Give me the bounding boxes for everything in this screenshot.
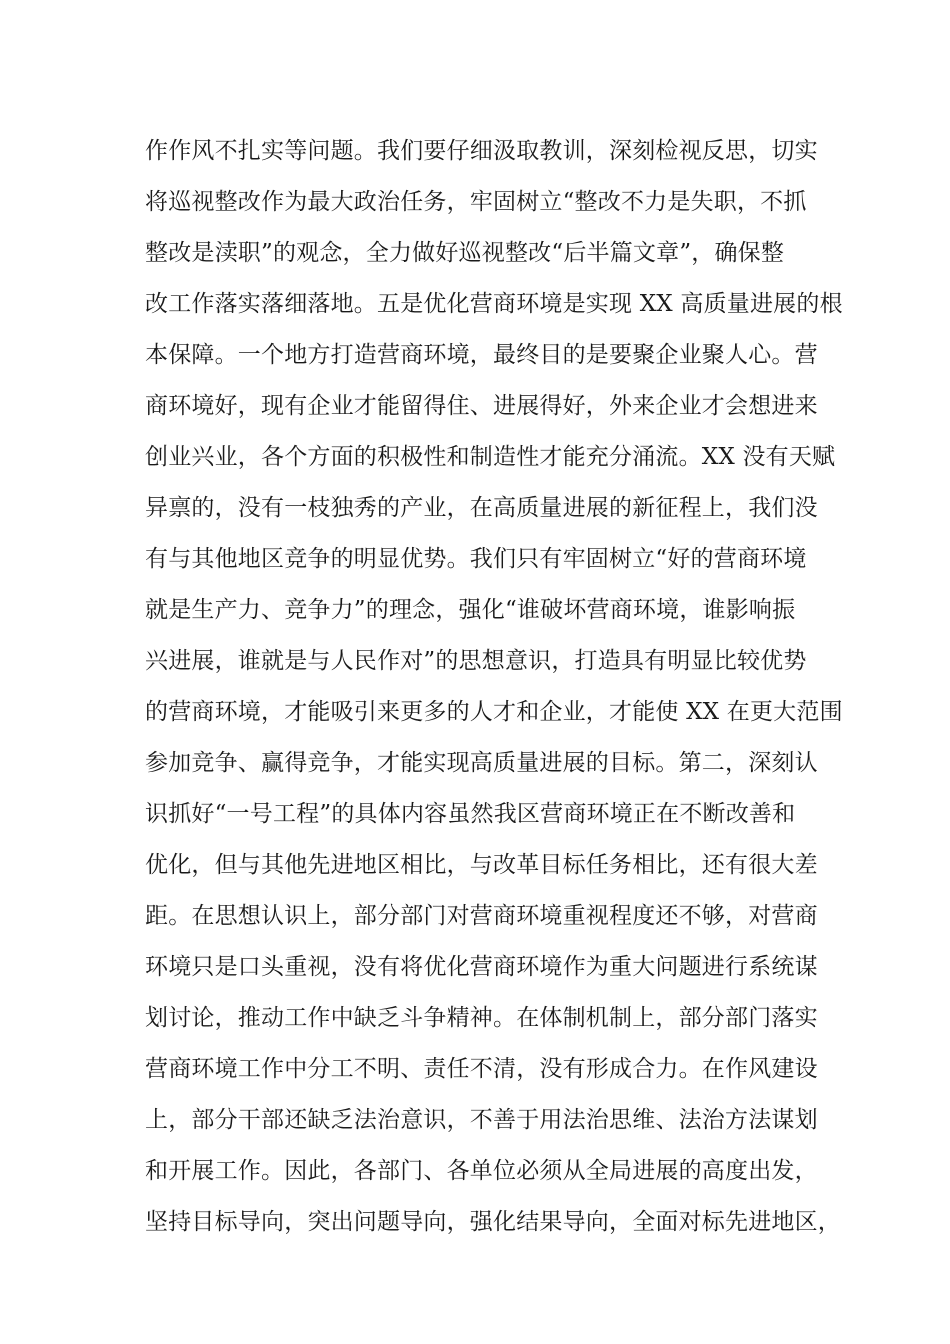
text-line: 划讨论，推动工作中缺乏斗争精神。在体制机制上，部分部门落实 xyxy=(145,1005,818,1031)
text-line: 营商环境工作中分工不明、责任不清，没有形成合力。在作风建设 xyxy=(145,1056,818,1082)
text-line: 和开展工作。因此，各部门、各单位必须从全局进展的高度出发， xyxy=(145,1158,818,1184)
text-line: 将巡视整改作为最大政治任务，牢固树立“整改不力是失职，不抓 xyxy=(145,189,807,215)
body-text xyxy=(145,126,843,1248)
text-line: 创业兴业，各个方面的积极性和制造性才能充分涌流。XX 没有天赋 xyxy=(145,444,836,470)
text-line: 有与其他地区竞争的明显优势。我们只有牢固树立“好的营商环境 xyxy=(145,546,807,572)
text-line: 识抓好“一号工程”的具体内容虽然我区营商环境正在不断改善和 xyxy=(145,801,796,827)
text-line: 兴进展，谁就是与人民作对”的思想意识，打造具有明显比较优势 xyxy=(145,648,807,674)
text-line: 距。在思想认识上，部分部门对营商环境重视程度还不够，对营商 xyxy=(145,903,818,929)
text-line: 坚持目标导向，突出问题导向，强化结果导向，全面对标先进地区， xyxy=(145,1209,841,1235)
text-line: 商环境好，现有企业才能留得住、进展得好，外来企业才会想进来 xyxy=(145,393,818,419)
text-line: 上，部分干部还缺乏法治意识，不善于用法治思维、法治方法谋划 xyxy=(145,1107,818,1133)
text-line: 就是生产力、竞争力”的理念，强化“谁破坏营商环境，谁影响振 xyxy=(145,597,796,623)
text-line: 改工作落实落细落地。五是优化营商环境是实现 XX 高质量进展的根 xyxy=(145,291,843,317)
text-line: 参加竞争、赢得竞争，才能实现高质量进展的目标。第二，深刻认 xyxy=(145,750,818,776)
text-line: 本保障。一个地方打造营商环境，最终目的是要聚企业聚人心。营 xyxy=(145,342,818,368)
text-line: 作作风不扎实等问题。我们要仔细汲取教训，深刻检视反思，切实 xyxy=(145,138,818,164)
text-line: 优化，但与其他先进地区相比，与改革目标任务相比，还有很大差 xyxy=(145,852,818,878)
text-line: 环境只是口头重视，没有将优化营商环境作为重大问题进行系统谋 xyxy=(145,954,818,980)
text-line: 整改是渎职”的观念，全力做好巡视整改“后半篇文章”，确保整 xyxy=(145,240,785,266)
text-line: 异禀的，没有一枝独秀的产业，在高质量进展的新征程上，我们没 xyxy=(145,495,818,521)
text-line: 的营商环境，才能吸引来更多的人才和企业，才能使 XX 在更大范围 xyxy=(145,699,843,725)
